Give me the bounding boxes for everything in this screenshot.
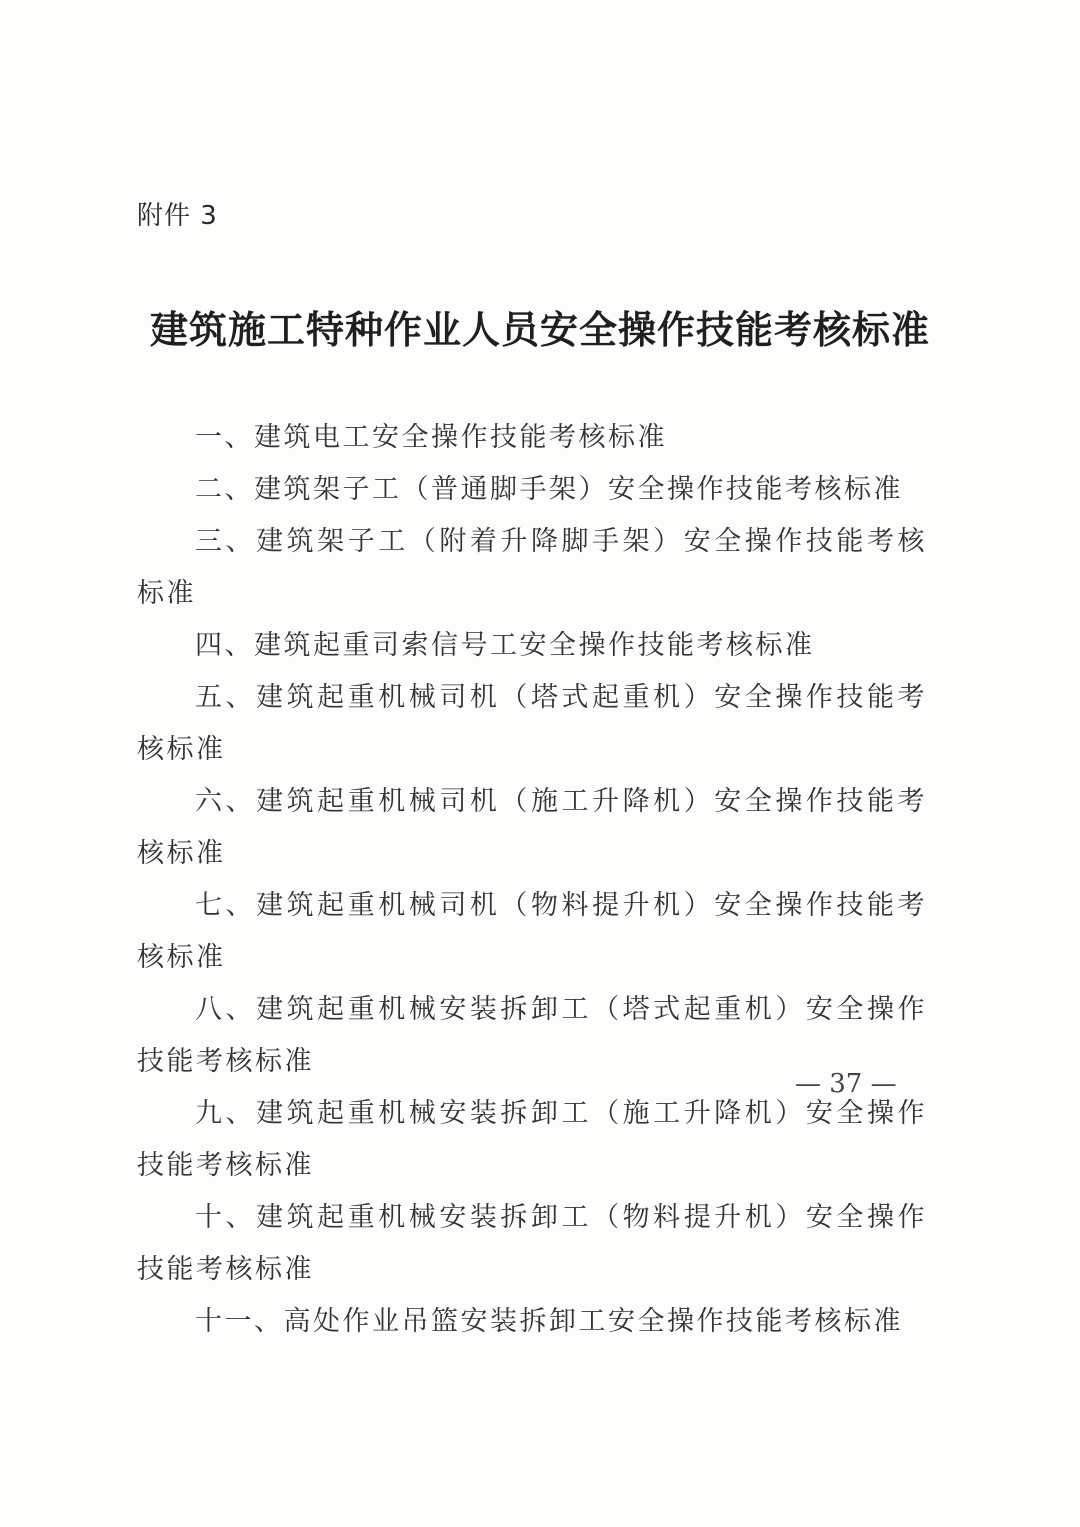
list-item: 一、建筑电工安全操作技能考核标准 [195, 422, 667, 453]
standards-list [137, 412, 927, 1348]
list-item: 七、建筑起重机械司机（物料提升机）安全操作技能考核标准 [137, 890, 927, 973]
list-item: 八、建筑起重机械安装拆卸工（塔式起重机）安全操作技能考核标准 [137, 994, 927, 1077]
list-item: 九、建筑起重机械安装拆卸工（施工升降机）安全操作技能考核标准 [137, 1098, 927, 1181]
list-item: 四、建筑起重司索信号工安全操作技能考核标准 [195, 630, 815, 661]
list-item: 十一、高处作业吊篮安装拆卸工安全操作技能考核标准 [195, 1306, 903, 1337]
document-title: 建筑施工特种作业人员安全操作技能考核标准 [149, 307, 930, 352]
attachment-label: 附件 3 [137, 201, 218, 231]
list-item: 十、建筑起重机械安装拆卸工（物料提升机）安全操作技能考核标准 [137, 1202, 927, 1285]
list-item: 六、建筑起重机械司机（施工升降机）安全操作技能考核标准 [137, 786, 927, 869]
page-number: — 37 — [795, 1069, 897, 1099]
list-item: 五、建筑起重机械司机（塔式起重机）安全操作技能考核标准 [137, 682, 927, 765]
list-item: 三、建筑架子工（附着升降脚手架）安全操作技能考核标准 [137, 526, 927, 609]
list-item: 二、建筑架子工（普通脚手架）安全操作技能考核标准 [195, 474, 903, 505]
